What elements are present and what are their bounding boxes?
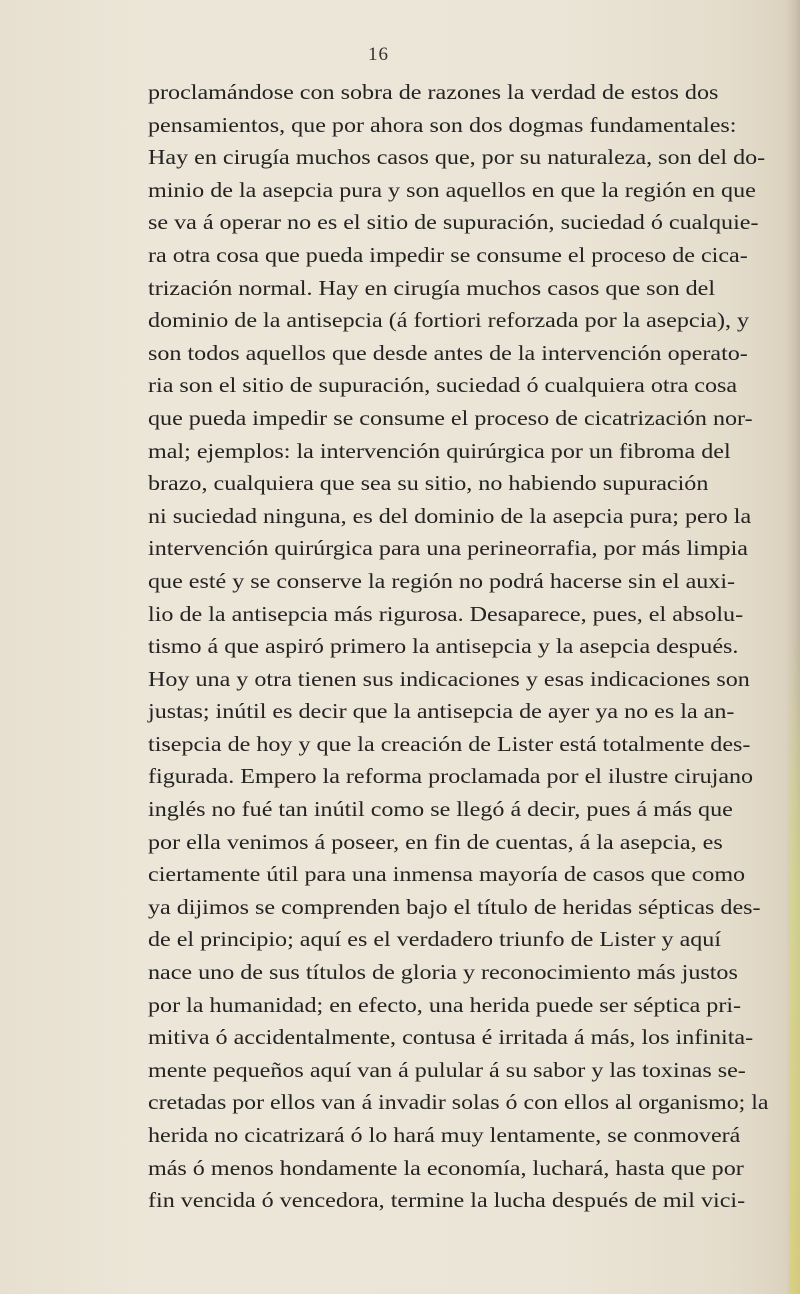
text-line: minio de la asepcia pura y son aquellos en que la región en que — [148, 177, 756, 202]
text-line: cretadas por ellos van á invadir solas ó con ellos al organismo; la — [148, 1090, 769, 1115]
page-number: 16 — [368, 44, 389, 65]
text-line: pensamientos, que por ahora son dos dogmas fundamentales: — [148, 112, 737, 137]
text-line: herida no cicatrizará ó lo hará muy lentamente, se conmoverá — [148, 1123, 741, 1147]
text-line: nace uno de sus títulos de gloria y reconocimiento más justos — [148, 960, 738, 985]
text-line: por ella venimos á poseer, en fin de cuentas, á la asepcia, es — [148, 829, 723, 854]
text-line: brazo, cualquiera que sea su sitio, no habiendo supuración — [148, 471, 709, 496]
text-line: ciertamente útil para una inmensa mayoría de casos que como — [148, 862, 746, 887]
text-line: Hoy una y otra tienen sus indicaciones y esas indicaciones son — [148, 666, 750, 691]
text-line: ria son el sitio de supuración, suciedad ó cualquiera otra cosa — [148, 373, 738, 398]
text-line: fin vencida ó vencedora, termine la lucha después de mil vici- — [148, 1188, 746, 1213]
text-line: dominio de la antisepcia (á fortiori reforzada por la asepcia), y — [148, 308, 750, 333]
text-line: justas; inútil es decir que la antisepcia de ayer ya no es la an- — [148, 699, 735, 724]
text-line: lio de la antisepcia más rigurosa. Desaparece, pues, el absolu- — [148, 601, 744, 626]
text-line: de el principio; aquí es el verdadero triunfo de Lister y aquí — [148, 927, 722, 952]
body-text — [148, 76, 798, 1217]
text-line: son todos aquellos que desde antes de la intervención operato- — [148, 340, 748, 365]
text-line: por la humanidad; en efecto, una herida puede ser séptica pri- — [148, 992, 742, 1017]
text-line: ni suciedad ninguna, es del dominio de la asepcia pura; pero la — [148, 503, 752, 528]
text-line: intervención quirúrgica para una perineorrafia, por más limpia — [148, 536, 748, 561]
text-line: tismo á que aspiró primero la antisepcia y la asepcia después. — [148, 634, 739, 659]
text-line: mente pequeños aquí van á pulular á su sabor y las toxinas se- — [148, 1057, 746, 1082]
text-line: que esté y se conserve la región no podrá hacerse sin el auxi- — [148, 568, 736, 593]
text-line: inglés no fué tan inútil como se llegó á decir, pues á más que — [148, 797, 733, 822]
text-line: se va á operar no es el sitio de supuración, suciedad ó cualquie- — [148, 210, 759, 235]
text-line: figurada. Empero la reforma proclamada por el ilustre cirujano — [148, 764, 754, 789]
text-line: ya dijimos se comprenden bajo el título de heridas sépticas des- — [148, 894, 761, 919]
text-line: trización normal. Hay en cirugía muchos casos que son del — [148, 275, 716, 300]
text-line: Hay en cirugía muchos casos que, por su naturaleza, son del do- — [148, 145, 766, 170]
text-line: mal; ejemplos: la intervención quirúrgica por un fibroma del — [148, 438, 731, 463]
text-line: que pueda impedir se consume el proceso de cicatrización nor- — [148, 405, 753, 430]
text-line: ra otra cosa que pueda impedir se consume el proceso de cica- — [148, 242, 748, 267]
text-line: tisepcia de hoy y que la creación de Lister está totalmente des- — [148, 731, 751, 756]
text-line: más ó menos hondamente la economía, luchará, hasta que por — [148, 1155, 744, 1180]
text-line: proclamándose con sobra de razones la verdad de estos dos — [148, 80, 719, 104]
text-line: mitiva ó accidentalmente, contusa é irritada á más, los infinita- — [148, 1025, 754, 1050]
